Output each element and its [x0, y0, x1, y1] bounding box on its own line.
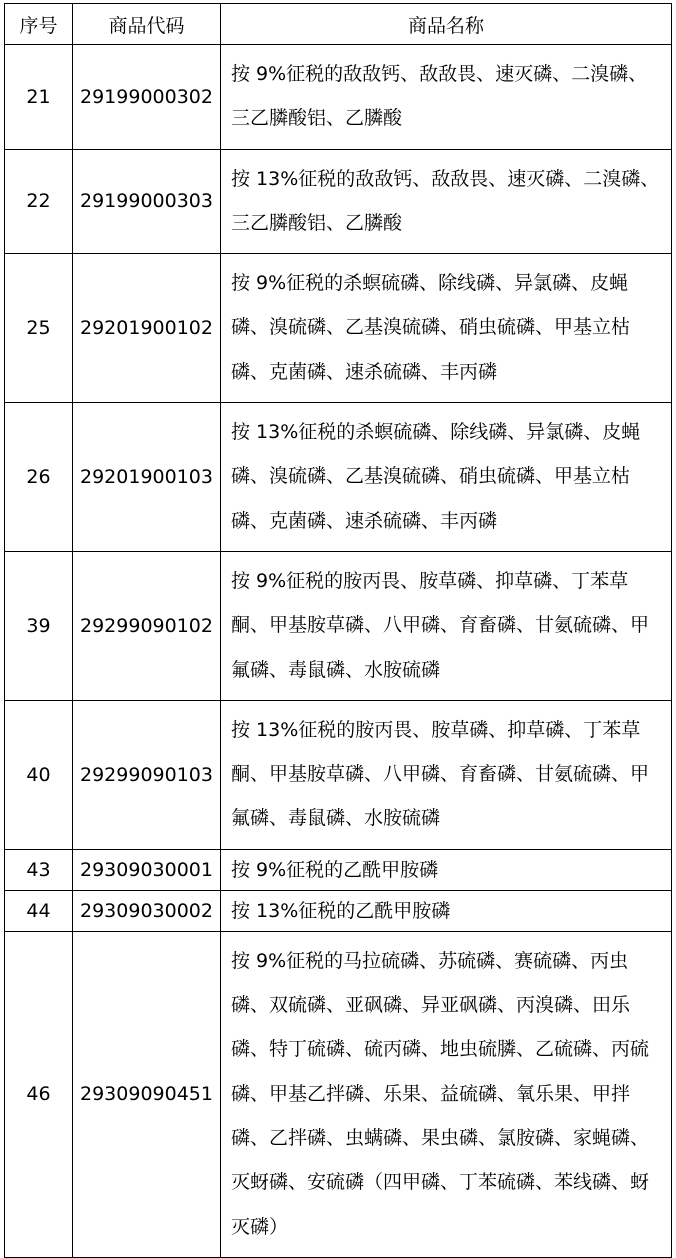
- table-row: [5, 45, 672, 150]
- row-name: 按 13%征税的敌敌钙、敌敌畏、速灭磷、二溴磷、三乙膦酸铝、乙膦酸: [221, 149, 672, 254]
- table-row: [5, 149, 672, 254]
- row-code: 29299090102: [73, 551, 221, 700]
- row-name: 按 13%征税的乙酰甲胺磷: [221, 890, 672, 931]
- row-code: 29309030001: [73, 849, 221, 890]
- row-serial: 40: [5, 700, 73, 849]
- row-serial: 39: [5, 551, 73, 700]
- header-code: 商品代码: [73, 4, 221, 45]
- row-serial: 26: [5, 403, 73, 552]
- row-code: 29309090451: [73, 931, 221, 1257]
- row-name: 按 9%征税的马拉硫磷、苏硫磷、赛硫磷、丙虫磷、双硫磷、亚砜磷、异亚砜磷、丙溴磷、田乐磷、特丁硫磷、硫丙磷、地虫硫膦、乙硫磷、丙硫磷、甲基乙拌磷、乐果、益硫磷、氧乐果、甲拌磷、乙拌磷、虫螨磷、果虫磷、氯胺磷、家蝇磷、灭蚜磷、安硫磷（四甲磷、丁苯硫磷、苯线磷、蚜灭磷）: [221, 931, 672, 1257]
- tax-goods-table: [4, 3, 672, 1258]
- row-name: 按 9%征税的敌敌钙、敌敌畏、速灭磷、二溴磷、三乙膦酸铝、乙膦酸: [221, 45, 672, 150]
- table-row: [5, 890, 672, 931]
- row-code: 29199000302: [73, 45, 221, 150]
- row-serial: 25: [5, 254, 73, 403]
- table-row: [5, 700, 672, 849]
- row-code: 29199000303: [73, 149, 221, 254]
- header-row: [5, 4, 672, 45]
- row-name: 按 9%征税的胺丙畏、胺草磷、抑草磷、丁苯草酮、甲基胺草磷、八甲磷、育畜磷、甘氨硫磷、甲氟磷、毒鼠磷、水胺硫磷: [221, 551, 672, 700]
- row-code: 29201900103: [73, 403, 221, 552]
- row-serial: 44: [5, 890, 73, 931]
- row-name: 按 13%征税的胺丙畏、胺草磷、抑草磷、丁苯草酮、甲基胺草磷、八甲磷、育畜磷、甘氨硫磷、甲氟磷、毒鼠磷、水胺硫磷: [221, 700, 672, 849]
- header-name: 商品名称: [221, 4, 672, 45]
- row-serial: 22: [5, 149, 73, 254]
- row-code: 29201900102: [73, 254, 221, 403]
- row-serial: 43: [5, 849, 73, 890]
- table-row: [5, 254, 672, 403]
- row-code: 29299090103: [73, 700, 221, 849]
- row-name: 按 9%征税的乙酰甲胺磷: [221, 849, 672, 890]
- row-serial: 21: [5, 45, 73, 150]
- row-name: 按 9%征税的杀螟硫磷、除线磷、异氯磷、皮蝇磷、溴硫磷、乙基溴硫磷、硝虫硫磷、甲基立枯磷、克菌磷、速杀硫磷、丰丙磷: [221, 254, 672, 403]
- header-serial: 序号: [5, 4, 73, 45]
- table-row: [5, 931, 672, 1257]
- row-serial: 46: [5, 931, 73, 1257]
- table-row: [5, 403, 672, 552]
- table-row: [5, 849, 672, 890]
- row-name: 按 13%征税的杀螟硫磷、除线磷、异氯磷、皮蝇磷、溴硫磷、乙基溴硫磷、硝虫硫磷、甲基立枯磷、克菌磷、速杀硫磷、丰丙磷: [221, 403, 672, 552]
- table-row: [5, 551, 672, 700]
- row-code: 29309030002: [73, 890, 221, 931]
